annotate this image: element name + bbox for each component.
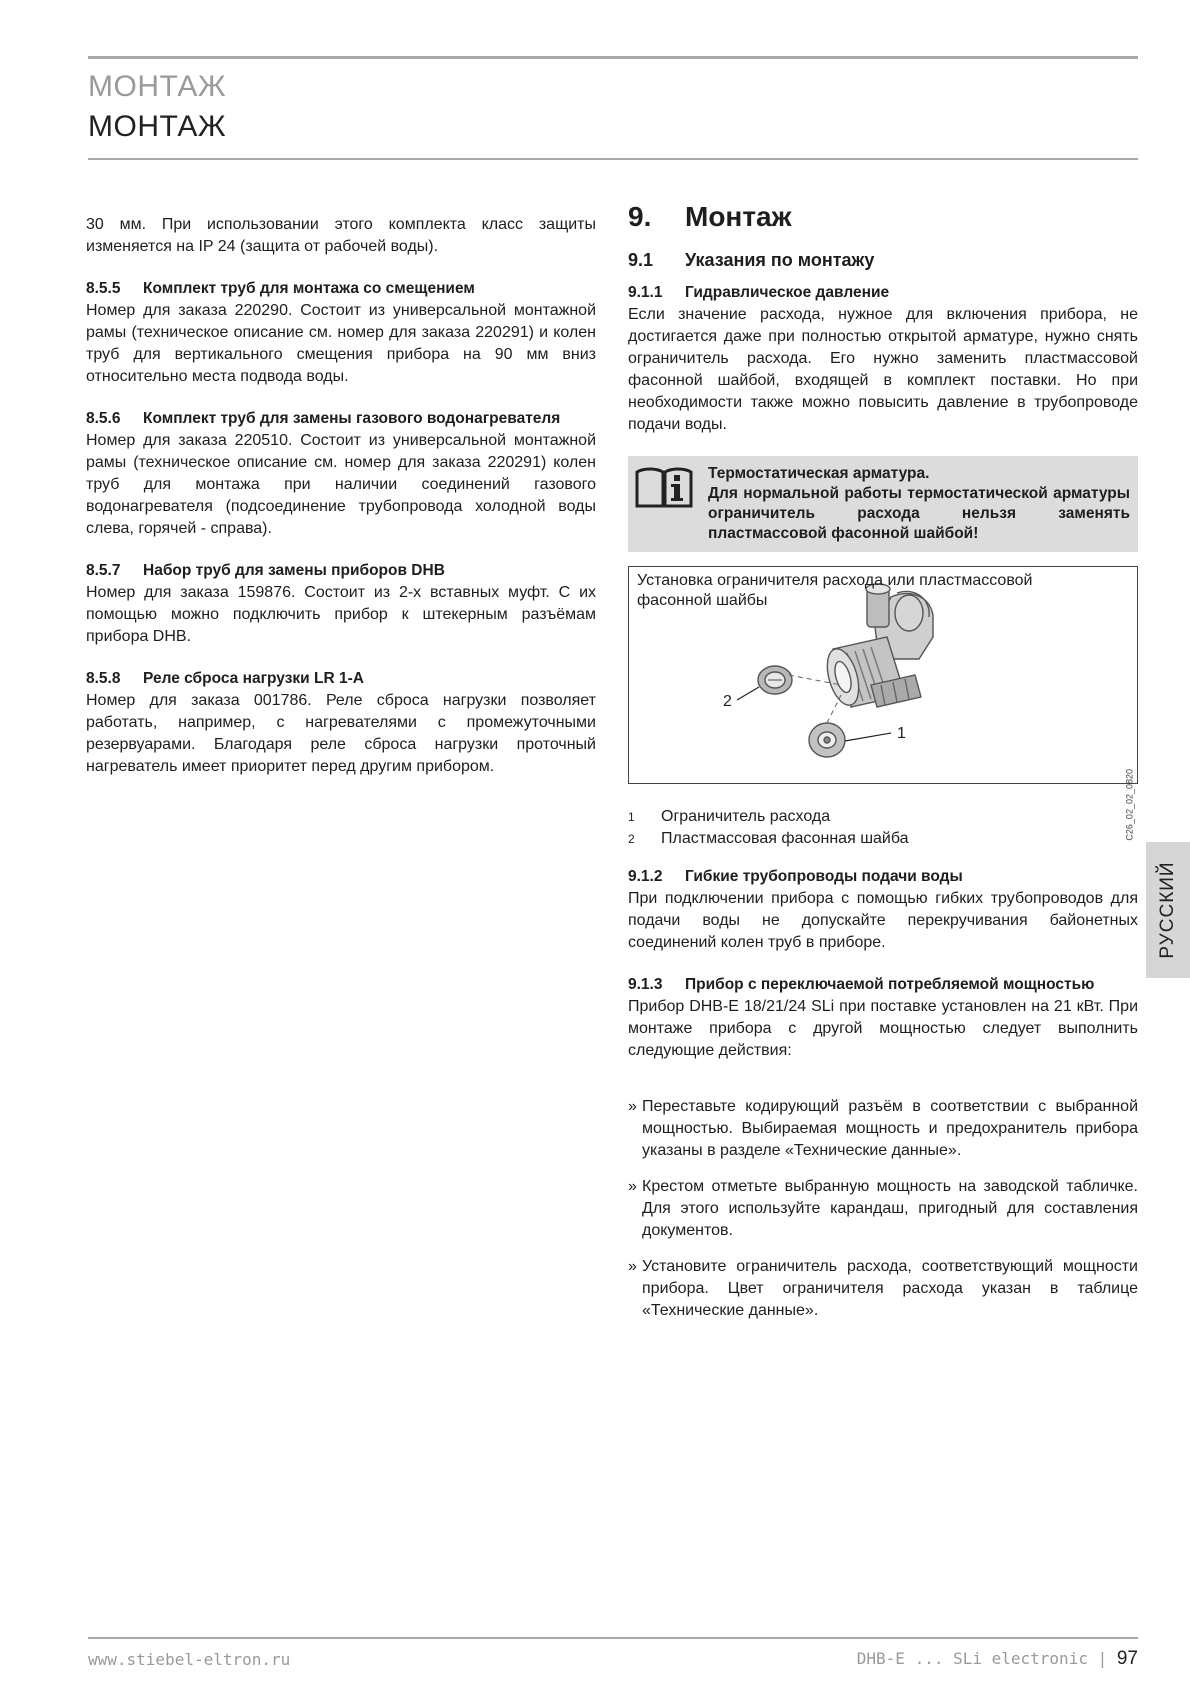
figure-code: C26_02_02_0820 bbox=[1125, 769, 1135, 841]
chapter-heading: 9. Монтаж bbox=[628, 201, 792, 232]
legend-item: 1 Ограничитель расхода bbox=[628, 808, 831, 825]
page-number: 97 bbox=[1116, 1648, 1138, 1669]
footer-product: DHB-E ... SLi electronic | 97 bbox=[856, 1648, 1138, 1669]
bullet-mark: » bbox=[628, 1258, 637, 1275]
instruction-item: » Установите ограничитель расхода, соответствующий мощности прибора. Цвет ограничителя расхода указан в таблице «Технические данные». bbox=[628, 1256, 1138, 1322]
right-column bbox=[628, 200, 1138, 1336]
section-8-5-5 bbox=[86, 278, 596, 388]
note-title: Термостатическая арматура. bbox=[708, 465, 930, 482]
subsection-heading: 9.1 Указания по монтажу bbox=[628, 250, 875, 270]
bullet-mark: » bbox=[628, 1098, 637, 1115]
legend-item: 2 Пластмассовая фасонная шайба bbox=[628, 830, 909, 847]
section-body-9-1-3: Прибор DHB-E 18/21/24 SLi при поставке установлен на 21 кВт. При монтаже прибора с другой мощностью следует выполнить следующие действия: bbox=[628, 998, 1138, 1059]
header-rule-bottom bbox=[88, 158, 1138, 160]
section-heading-9-1-3: 9.1.3 Прибор с переключаемой потребляемой мощностью bbox=[628, 976, 1095, 993]
language-tab bbox=[1146, 842, 1190, 978]
section-8-5-7 bbox=[86, 560, 596, 648]
left-column bbox=[86, 214, 596, 798]
flow-limiter bbox=[809, 723, 845, 757]
figure-caption: Установка ограничителя расхода или пластмассовой фасонной шайбы bbox=[637, 572, 1033, 609]
section-8-5-6 bbox=[86, 408, 596, 540]
header-title-grey: МОНТАЖ bbox=[88, 70, 227, 103]
section-body-9-1-1: Если значение расхода, нужное для включения прибора, не достигается даже при полностью открытой арматуре, нужно снять ограничитель расхода. Его нужно заменить пластмассовой фасонной шайбой, входящей в комплект поставки. Но при необходимости также можно повысить давление в трубопроводе подачи воды. bbox=[628, 306, 1138, 433]
footer-website: www.stiebel-eltron.ru bbox=[88, 1650, 291, 1669]
section-body: Номер для заказа 159876. Состоит из 2-х вставных муфт. С их помощью можно подключить прибор к штекерным разъёмам прибора DHB. bbox=[86, 584, 596, 645]
plastic-washer bbox=[758, 666, 792, 694]
callout-2: 2 bbox=[723, 693, 732, 710]
intro-paragraph: 30 мм. При использовании этого комплекта класс защиты изменяется на IP 24 (защита от рабочей воды). bbox=[86, 216, 596, 255]
section-body: Номер для заказа 001786. Реле сброса нагрузки позволяет работать, например, с нагревателями с промежуточными резервуарами. Благодаря реле сброса нагрузки проточный нагреватель имеет приоритет перед другим прибором. bbox=[86, 692, 596, 775]
callout-1: 1 bbox=[897, 725, 906, 742]
header-title-dark: МОНТАЖ bbox=[88, 110, 227, 143]
header-rule-top bbox=[88, 56, 1138, 59]
bullet-mark: » bbox=[628, 1178, 637, 1195]
section-heading: 8.5.8 Реле сброса нагрузки LR 1-A bbox=[86, 670, 364, 687]
note-box bbox=[628, 456, 1138, 552]
section-heading-9-1-1: 9.1.1 Гидравлическое давление bbox=[628, 284, 890, 301]
figure-legend bbox=[628, 806, 1138, 850]
section-8-5-8 bbox=[86, 668, 596, 778]
instruction-item: » Крестом отметьте выбранную мощность на заводской табличке. Для этого используйте карандаш, пригодный для составления документов. bbox=[628, 1176, 1138, 1242]
section-body-9-1-2: При подключении прибора с помощью гибких трубопроводов для подачи воды не допускайте перекручивания байонетных соединений колен труб в приборе. bbox=[628, 890, 1138, 951]
section-body: Номер для заказа 220290. Состоит из универсальной монтажной рамы (техническое описание см. номер для заказа 220291) и колен труб для вертикального смещения прибора на 90 мм вниз относительно места подвода воды. bbox=[86, 302, 596, 385]
section-heading-9-1-2: 9.1.2 Гибкие трубопроводы подачи воды bbox=[628, 868, 963, 885]
section-body: Номер для заказа 220510. Состоит из универсальной монтажной рамы (техническое описание см. номер для заказа 220291) колен труб для монтажа при наличии соединений газового водонагревателя (подсоединение трубопровода холодной воды слева, горячей - справа). bbox=[86, 432, 596, 537]
section-heading: 8.5.7 Набор труб для замены приборов DHB bbox=[86, 562, 445, 579]
manual-info-icon bbox=[634, 466, 694, 510]
section-heading: 8.5.6 Комплект труб для замены газового водонагревателя bbox=[86, 410, 561, 427]
footer-rule bbox=[88, 1637, 1138, 1639]
instruction-item: » Переставьте кодирующий разъём в соответствии с выбранной мощностью. Выбираемая мощность и предохранитель прибора указаны в разделе «Технические данные». bbox=[628, 1096, 1138, 1162]
section-heading: 8.5.5 Комплект труб для монтажа со смещением bbox=[86, 280, 475, 297]
language-tab-label: РУССКИЙ bbox=[1157, 861, 1178, 959]
note-body: Для нормальной работы термостатической арматуры ограничитель расхода нельзя заменять пластмассовой фасонной шайбой! bbox=[708, 485, 1130, 542]
